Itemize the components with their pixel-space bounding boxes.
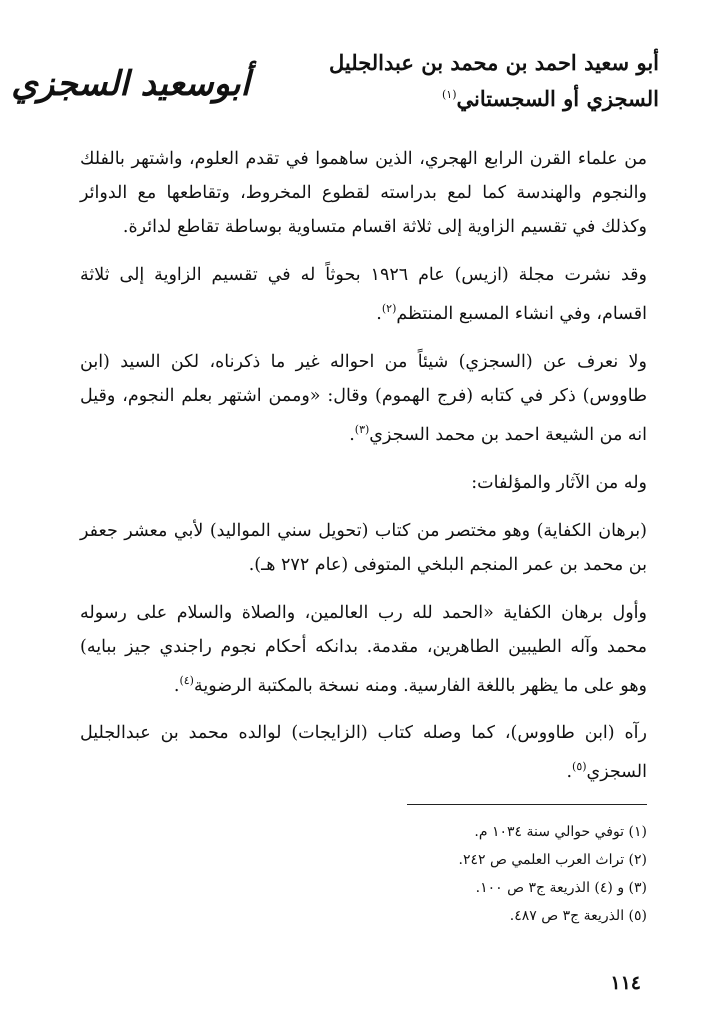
footnote-ref: (٣) [354, 422, 370, 436]
footnote-ref: (٤) [179, 673, 194, 687]
paragraph [80, 716, 647, 789]
paragraph-tail: . [566, 762, 573, 783]
footnote: (١) توفي حوالي سنة ١٠٣٤ م. [474, 824, 647, 840]
paragraph [80, 142, 647, 244]
footnote: (٣) و (٤) الذريعة ج٣ ص ١٠٠. [475, 880, 647, 896]
paragraph [80, 596, 647, 703]
calligraphic-name: أبوسعيد السجزي [11, 64, 250, 104]
footnote-ref: (٢) [381, 302, 397, 315]
paragraph-text: رآه (ابن طاووس)، كما وصله كتاب (الزايجات) لوالده محمد بن عبدالجليل السجزي [80, 723, 647, 783]
page-header [11, 48, 659, 126]
paragraph-text: وله من الآثار والمؤلفات: [471, 472, 647, 493]
title-line-2 [189, 78, 659, 116]
page-number: ١١٤ [610, 972, 641, 994]
title-line-1: أبو سعيد احمد بن محمد بن عبدالجليل [329, 50, 659, 75]
paragraph [80, 514, 647, 582]
paragraph [80, 345, 647, 452]
title-line-2-text: السجزي أو السجستاني [456, 86, 659, 111]
paragraph-text: ولا نعرف عن (السجزي) شيئاً من احواله غير ما ذكرناه، لكن السيد (ابن طاووس) ذكر في كتابه (فرج الهموم) وقال: «وممن اشتهر بعلم النجوم، وقيل انه من الشيعة احمد بن محمد السجزي [80, 351, 647, 445]
paragraph [80, 466, 647, 500]
title-footnote-ref: (١) [442, 88, 457, 101]
paragraph-tail: . [376, 303, 382, 324]
paragraph-tail: . [173, 675, 180, 696]
paragraph-tail: . [349, 424, 355, 445]
biography-title [189, 48, 659, 116]
body-text [80, 142, 647, 803]
paragraph-text: وقد نشرت مجلة (ازيس) عام ١٩٢٦ بحوثاً له في تقسيم الزاوية إلى ثلاثة اقسام، وفي انشاء المسبع المنتظم [80, 265, 647, 324]
paragraph-text: من علماء القرن الرابع الهجري، الذين ساهموا في تقدم العلوم، واشتهر بالفلك والنجوم والهندسة كما لمع بدراسته لقطوع المخروط، وتقاطعها مع الدوائر وكذلك في تقسيم الزاوية إلى ثلاثة اقسام متساوية بوساطة تقاطع لدائرة. [80, 149, 647, 237]
footnote: (٥) الذريعة ج٣ ص ٤٨٧. [509, 908, 647, 924]
paragraph-text: (برهان الكفاية) وهو مختصر من كتاب (تحويل سني المواليد) لأبي معشر جعفر بن محمد بن عمر المنجم البلخي المتوفى (عام ٢٧٢ هـ). [80, 520, 647, 575]
footnotes [227, 818, 647, 930]
footnote-ref: (٥) [572, 760, 587, 774]
paragraph-text: وأول برهان الكفاية «الحمد لله رب العالمين، والصلاة والسلام على رسوله محمد وآله الطيبين الطاهرين، مقدمة. بدانكه أحكام نجوم راجندي جيز ببايه) وهو على ما يظهر باللغة الفارسية. ومنه نسخة بالمكتبة الرضوية [80, 602, 647, 696]
footnote-divider [407, 804, 647, 805]
footnote: (٢) تراث العرب العلمي ص ٢٤٢. [458, 852, 647, 868]
paragraph [80, 258, 647, 331]
